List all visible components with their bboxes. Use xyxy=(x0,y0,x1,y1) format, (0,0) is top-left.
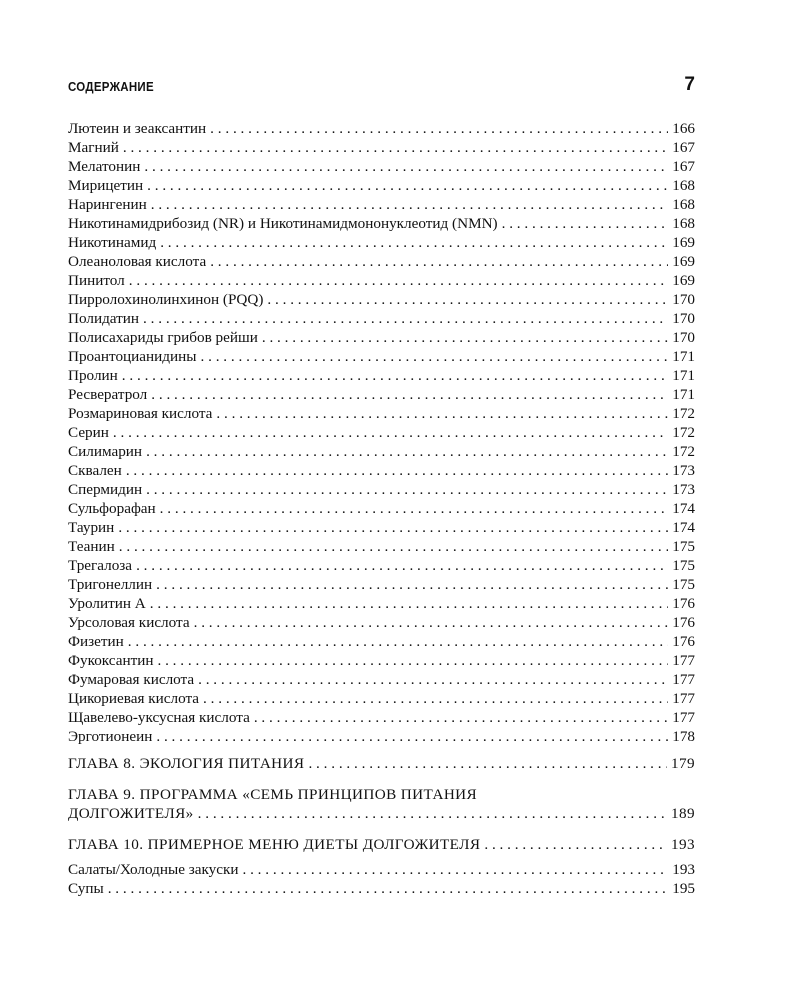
toc-entry-page: 178 xyxy=(672,728,695,745)
chapter-8-page: 179 xyxy=(671,755,695,772)
header-title: СОДЕРЖАНИЕ xyxy=(68,80,154,94)
chapter-9-page: 189 xyxy=(671,805,695,822)
table-of-contents xyxy=(68,119,695,898)
toc-entry-page: 177 xyxy=(672,690,695,707)
toc-entry-page: 168 xyxy=(672,215,695,232)
toc-entry[interactable] xyxy=(68,480,695,499)
toc-entry-title: Щавелево-уксусная кислота xyxy=(68,709,250,726)
toc-entry[interactable] xyxy=(68,632,695,651)
toc-entry-page: 168 xyxy=(672,196,695,213)
toc-entry-title: Тригонеллин xyxy=(68,576,153,593)
chapter-9-entry[interactable] xyxy=(68,785,695,823)
toc-entry-title: Цикориевая кислота xyxy=(68,690,200,707)
dot-leader xyxy=(136,556,668,575)
toc-entry-page: 170 xyxy=(672,329,695,346)
dot-leader xyxy=(151,385,668,404)
dot-leader xyxy=(143,309,668,328)
dot-leader xyxy=(254,708,668,727)
toc-entry-title: Супы xyxy=(68,880,104,897)
toc-entry-page: 167 xyxy=(672,139,695,156)
toc-entry[interactable] xyxy=(68,385,695,404)
toc-entry-title: Магний xyxy=(68,139,119,156)
dot-leader xyxy=(198,670,668,689)
dot-leader xyxy=(119,537,668,556)
dot-leader xyxy=(210,252,668,271)
dot-leader xyxy=(160,499,669,518)
chapter-8-title: ГЛАВА 8. ЭКОЛОГИЯ ПИТАНИЯ xyxy=(68,755,305,772)
dot-leader xyxy=(484,835,667,854)
toc-entry-page: 170 xyxy=(672,310,695,327)
dot-leader xyxy=(129,271,668,290)
toc-entry[interactable] xyxy=(68,252,695,271)
toc-entry[interactable] xyxy=(68,423,695,442)
toc-entry[interactable] xyxy=(68,461,695,480)
toc-entry-page: 174 xyxy=(672,500,695,517)
toc-entry[interactable] xyxy=(68,613,695,632)
dot-leader xyxy=(151,195,669,214)
toc-entry-title: Нарингенин xyxy=(68,196,147,213)
toc-entry[interactable] xyxy=(68,442,695,461)
toc-entry-title: Никотинамидрибозид (NR) и Никотинамидмононуклеотид (NMN) xyxy=(68,215,498,232)
chapter-10-subentries xyxy=(68,860,695,898)
dot-leader xyxy=(146,442,668,461)
toc-entry-title: Полисахариды грибов рейши xyxy=(68,329,258,346)
toc-entry[interactable] xyxy=(68,594,695,613)
toc-entry-page: 169 xyxy=(672,234,695,251)
toc-entry[interactable] xyxy=(68,157,695,176)
toc-entry[interactable] xyxy=(68,195,695,214)
toc-entry-page: 176 xyxy=(672,595,695,612)
dot-leader xyxy=(146,480,668,499)
toc-entry-title: Салаты/Холодные закуски xyxy=(68,861,239,878)
toc-entry[interactable] xyxy=(68,499,695,518)
toc-entry[interactable] xyxy=(68,518,695,537)
dot-leader xyxy=(150,594,668,613)
toc-entry-page: 166 xyxy=(672,120,695,137)
toc-entry-title: Уролитин А xyxy=(68,595,146,612)
toc-entry-page: 175 xyxy=(672,576,695,593)
toc-entry-title: Олеаноловая кислота xyxy=(68,253,207,270)
chapter-10-page: 193 xyxy=(671,836,695,853)
toc-entry-title: Теанин xyxy=(68,538,115,555)
toc-entry-title: Пинитол xyxy=(68,272,125,289)
dot-leader xyxy=(201,347,669,366)
toc-entry-title: Мелатонин xyxy=(68,158,141,175)
toc-entry-title: Розмариновая кислота xyxy=(68,405,213,422)
toc-entry-title: Эрготионеин xyxy=(68,728,153,745)
toc-entry-title: Сульфорафан xyxy=(68,500,156,517)
page-number: 7 xyxy=(684,74,695,95)
toc-entry[interactable] xyxy=(68,290,695,309)
toc-entry-page: 193 xyxy=(672,861,695,878)
dot-leader xyxy=(156,575,668,594)
toc-entry-title: Серин xyxy=(68,424,109,441)
dot-leader xyxy=(203,689,668,708)
toc-entry-title: Спермидин xyxy=(68,481,143,498)
dot-leader xyxy=(157,651,668,670)
toc-entry[interactable] xyxy=(68,556,695,575)
dot-leader xyxy=(144,157,668,176)
dot-leader xyxy=(502,214,669,233)
dot-leader xyxy=(126,461,668,480)
toc-entry[interactable] xyxy=(68,727,695,746)
chapter-10-entry[interactable] xyxy=(68,835,695,854)
toc-entry-title: Таурин xyxy=(68,519,115,536)
chapter-10-title: ГЛАВА 10. ПРИМЕРНОЕ МЕНЮ ДИЕТЫ ДОЛГОЖИТЕЛЯ xyxy=(68,836,481,853)
dot-leader xyxy=(242,860,668,879)
toc-entry-page: 175 xyxy=(672,557,695,574)
chapter-8-entry[interactable] xyxy=(68,754,695,773)
toc-entry-title: Лютеин и зеаксантин xyxy=(68,120,207,137)
dot-leader xyxy=(122,366,668,385)
toc-entry-title: Пирролохинолинхинон (PQQ) xyxy=(68,291,264,308)
dot-leader xyxy=(194,613,669,632)
toc-entry-title: Сквален xyxy=(68,462,122,479)
toc-entry[interactable] xyxy=(68,176,695,195)
toc-entry-title: Урсоловая кислота xyxy=(68,614,190,631)
toc-entry-page: 173 xyxy=(672,481,695,498)
toc-entry-page: 171 xyxy=(672,348,695,365)
dot-leader xyxy=(216,404,668,423)
toc-entry-title: Силимарин xyxy=(68,443,143,460)
toc-entry-title: Полидатин xyxy=(68,310,140,327)
toc-entry-title: Никотинамид xyxy=(68,234,157,251)
toc-entry[interactable] xyxy=(68,879,695,898)
dot-leader xyxy=(128,632,668,651)
toc-entry-title: Проантоцианидины xyxy=(68,348,197,365)
dot-leader xyxy=(308,754,667,773)
dot-leader xyxy=(123,138,668,157)
toc-entry[interactable] xyxy=(68,233,695,252)
dot-leader xyxy=(262,328,668,347)
dot-leader xyxy=(210,119,668,138)
toc-entry-page: 173 xyxy=(672,462,695,479)
toc-entry-page: 168 xyxy=(672,177,695,194)
dot-leader xyxy=(160,233,668,252)
toc-entry-page: 170 xyxy=(672,291,695,308)
toc-entry-title: Трегалоза xyxy=(68,557,133,574)
toc-entry-page: 175 xyxy=(672,538,695,555)
toc-entry-page: 169 xyxy=(672,253,695,270)
toc-entry-title: Мирицетин xyxy=(68,177,144,194)
dot-leader xyxy=(147,176,668,195)
running-header xyxy=(68,76,695,100)
dot-leader xyxy=(113,423,668,442)
chapter-9-title-line2: ДОЛГОЖИТЕЛЯ» xyxy=(68,805,194,822)
toc-entry[interactable] xyxy=(68,309,695,328)
toc-entry[interactable] xyxy=(68,670,695,689)
toc-entry[interactable] xyxy=(68,138,695,157)
toc-entry[interactable] xyxy=(68,575,695,594)
toc-entry[interactable] xyxy=(68,651,695,670)
toc-entry-page: 167 xyxy=(672,158,695,175)
dot-leader xyxy=(156,727,668,746)
toc-entry[interactable] xyxy=(68,366,695,385)
dot-leader xyxy=(267,290,668,309)
toc-entry[interactable] xyxy=(68,537,695,556)
toc-entry[interactable] xyxy=(68,708,695,727)
toc-entry-page: 172 xyxy=(672,443,695,460)
toc-entry[interactable] xyxy=(68,119,695,138)
toc-entry-title: Фумаровая кислота xyxy=(68,671,195,688)
toc-entry-title: Физетин xyxy=(68,633,124,650)
toc-entry-title: Фукоксантин xyxy=(68,652,154,669)
toc-entry-title: Пролин xyxy=(68,367,118,384)
chapter-9-title-line1: ГЛАВА 9. ПРОГРАММА «СЕМЬ ПРИНЦИПОВ ПИТАНИЯ xyxy=(68,786,478,803)
toc-entry-title: Ресвератрол xyxy=(68,386,148,403)
toc-entry[interactable] xyxy=(68,347,695,366)
dot-leader xyxy=(118,518,668,537)
toc-entry-page: 177 xyxy=(672,709,695,726)
toc-entry-page: 171 xyxy=(672,367,695,384)
dot-leader xyxy=(108,879,669,898)
toc-entry-page: 176 xyxy=(672,633,695,650)
toc-entry[interactable] xyxy=(68,328,695,347)
toc-entry[interactable] xyxy=(68,404,695,423)
toc-entry-page: 177 xyxy=(672,652,695,669)
toc-entry-page: 171 xyxy=(672,386,695,403)
toc-entry-page: 177 xyxy=(672,671,695,688)
toc-entry-page: 169 xyxy=(672,272,695,289)
toc-entry-page: 176 xyxy=(672,614,695,631)
toc-entry[interactable] xyxy=(68,860,695,879)
dot-leader xyxy=(198,804,667,823)
toc-entry[interactable] xyxy=(68,271,695,290)
toc-entry[interactable] xyxy=(68,214,695,233)
toc-entry-page: 172 xyxy=(672,424,695,441)
toc-entries xyxy=(68,119,695,746)
toc-entry[interactable] xyxy=(68,689,695,708)
toc-entry-page: 195 xyxy=(672,880,695,897)
toc-entry-page: 174 xyxy=(672,519,695,536)
toc-entry-page: 172 xyxy=(672,405,695,422)
